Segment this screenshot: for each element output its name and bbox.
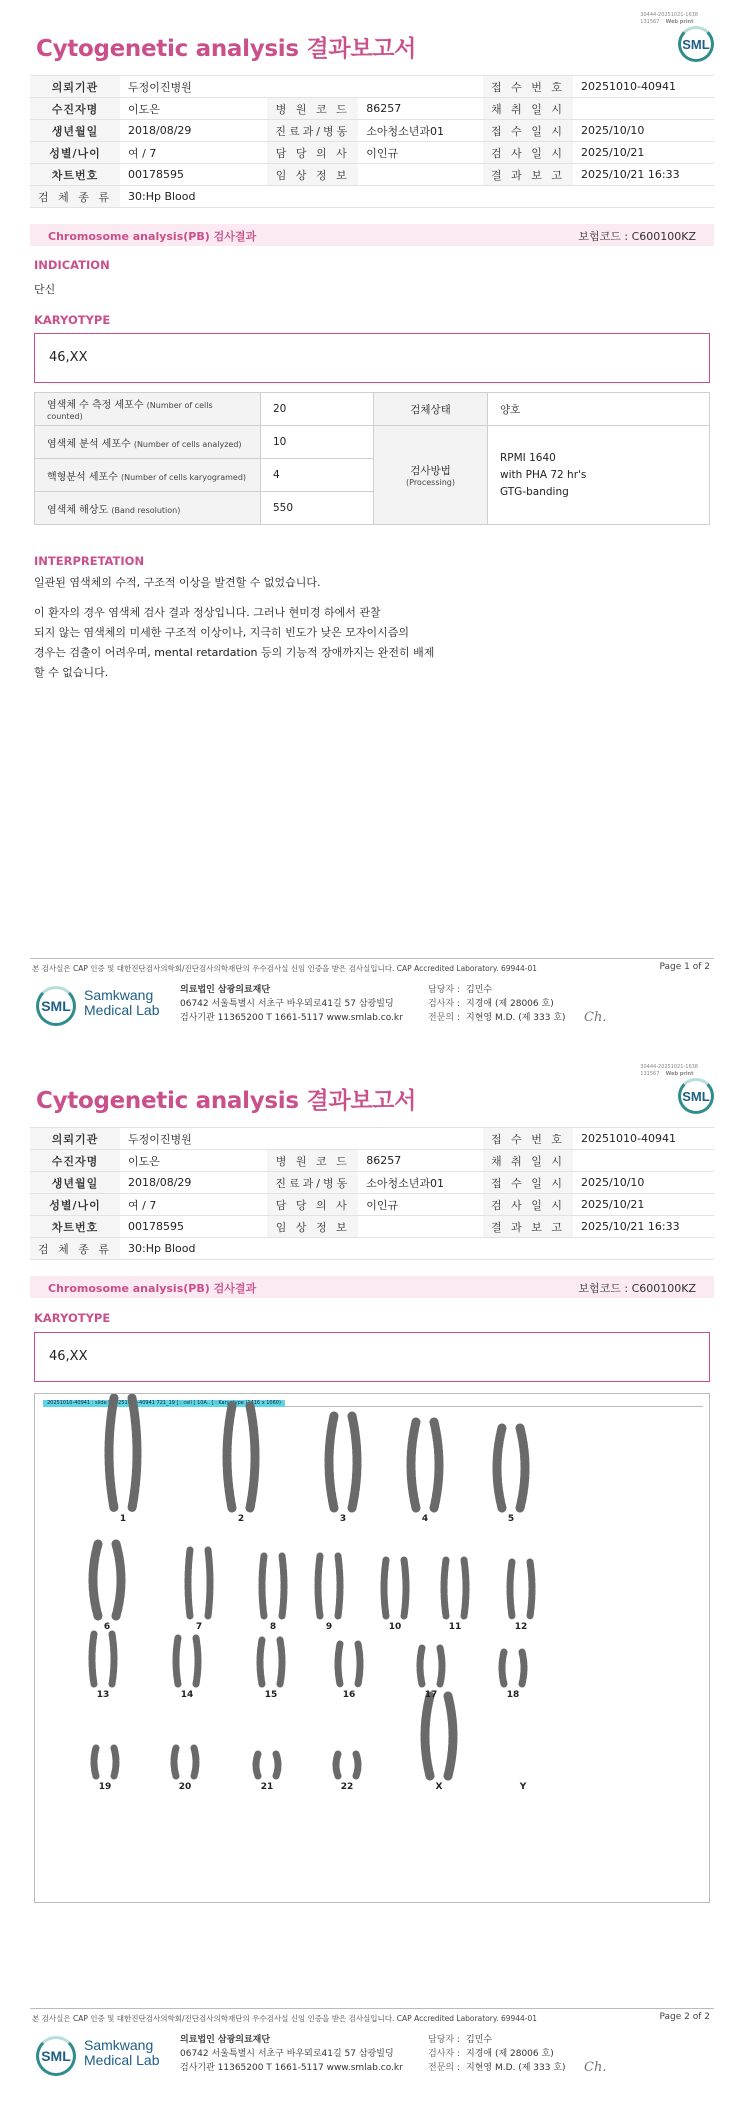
chromosome-pair-2 bbox=[227, 1406, 255, 1508]
chromosome-pair-8 bbox=[262, 1556, 284, 1616]
chromosome-label: 22 bbox=[340, 1782, 354, 1792]
chromosome-pair-6 bbox=[93, 1544, 121, 1616]
patient-info-row bbox=[30, 1194, 714, 1216]
cells-karyogramed-value: 4 bbox=[261, 459, 374, 492]
print-stamp: 30444-20251021-1638 131567 Web print bbox=[640, 1064, 698, 1077]
chromosome bbox=[92, 1634, 94, 1684]
chromosome bbox=[174, 1748, 176, 1776]
chromosome-label: 21 bbox=[260, 1782, 274, 1792]
indication-heading: INDICATION bbox=[34, 258, 110, 272]
chromosome-pair-11 bbox=[444, 1560, 466, 1616]
info-value: 2025/10/21 16:33 bbox=[573, 1216, 714, 1238]
chromosome-label: 2 bbox=[237, 1514, 245, 1524]
chromosome bbox=[502, 1652, 504, 1684]
chromosome bbox=[112, 1634, 114, 1684]
patient-info-row bbox=[30, 1172, 714, 1194]
chromosome bbox=[520, 1428, 525, 1508]
chromosome bbox=[352, 1416, 357, 1508]
chromosome-pair-19 bbox=[94, 1748, 116, 1776]
report-title: Cytogenetic analysis 결과보고서 bbox=[36, 1088, 417, 1114]
chromosome-label: 12 bbox=[514, 1622, 528, 1632]
info-value bbox=[573, 1150, 714, 1172]
chromosome bbox=[522, 1652, 524, 1684]
info-value: 2025/10/21 bbox=[573, 1194, 714, 1216]
chromosome bbox=[176, 1638, 178, 1684]
chromosome-label: 19 bbox=[98, 1782, 112, 1792]
chromosome-label: 10 bbox=[388, 1622, 402, 1632]
info-value: 이인규 bbox=[358, 1194, 483, 1216]
info-label: 접 수 번 호 bbox=[483, 1128, 573, 1150]
chromosome-pair-5 bbox=[497, 1428, 525, 1508]
info-value: 여 / 7 bbox=[120, 142, 267, 164]
chromosome-label: 7 bbox=[195, 1622, 203, 1632]
chromosome bbox=[497, 1428, 502, 1508]
sml-logo: SML bbox=[678, 1078, 714, 1114]
chromosome-pair-20 bbox=[174, 1748, 196, 1776]
result-section-bar bbox=[30, 1276, 714, 1298]
chromosome bbox=[411, 1422, 416, 1508]
info-label: 접 수 일 시 bbox=[483, 120, 573, 142]
lab-staff: 담당자 : 김민수 검사자 : 지경애 (제 28006 호) 전문의 : 지현영 M.D. (제 333 호) bbox=[428, 985, 566, 1023]
interpretation-heading: INTERPRETATION bbox=[34, 554, 145, 568]
info-label: 생년월일 bbox=[30, 1172, 120, 1194]
chromosome-pair-16 bbox=[338, 1644, 360, 1684]
info-label: 차트번호 bbox=[30, 1216, 120, 1238]
chromosome bbox=[132, 1398, 137, 1508]
info-label: 의뢰기관 bbox=[30, 1128, 120, 1150]
report-title: Cytogenetic analysis 결과보고서 bbox=[36, 36, 417, 62]
chromosome-pair-X bbox=[425, 1696, 453, 1776]
info-label: 채 취 일 시 bbox=[483, 1150, 573, 1172]
cell-count-table bbox=[34, 392, 710, 525]
info-label: 검 사 일 시 bbox=[483, 1194, 573, 1216]
info-label: 채 취 일 시 bbox=[483, 98, 573, 120]
info-value: 이인규 bbox=[358, 142, 483, 164]
chromosome-pair-12 bbox=[510, 1562, 532, 1616]
chromosome bbox=[318, 1556, 320, 1616]
chromosome-label: X bbox=[435, 1782, 443, 1792]
chromosome-pair-13 bbox=[92, 1634, 114, 1684]
chromosome bbox=[196, 1638, 198, 1684]
chromosome bbox=[384, 1560, 386, 1616]
info-value: 이도은 bbox=[120, 1150, 267, 1172]
karyotype-value: 46,XX bbox=[49, 1349, 88, 1364]
page-number: Page 2 of 2 bbox=[659, 2012, 710, 2022]
patient-info-table bbox=[30, 1127, 714, 1260]
info-label: 임 상 정 보 bbox=[267, 164, 358, 186]
chromosome bbox=[329, 1416, 334, 1508]
chromosome bbox=[420, 1648, 422, 1684]
info-label: 수진자명 bbox=[30, 98, 120, 120]
karyotype-heading: KARYOTYPE bbox=[34, 313, 111, 327]
patient-info-row bbox=[30, 164, 714, 186]
karyotype-value: 46,XX bbox=[49, 350, 88, 365]
chromosome-label: 8 bbox=[269, 1622, 277, 1632]
info-value: 20251010-40941 bbox=[573, 1128, 714, 1150]
chromosome-label: 14 bbox=[180, 1690, 194, 1700]
insurance-code: 보험코드 : C600100KZ bbox=[578, 1282, 696, 1295]
chromosome bbox=[464, 1560, 466, 1616]
chromosome bbox=[338, 1644, 340, 1684]
info-value: 00178595 bbox=[120, 1216, 267, 1238]
chromosome-label: 1 bbox=[119, 1514, 127, 1524]
chromosome bbox=[282, 1556, 284, 1616]
info-label: 임 상 정 보 bbox=[267, 1216, 358, 1238]
patient-info-row bbox=[30, 1150, 714, 1172]
info-label: 병 원 코 드 bbox=[267, 98, 358, 120]
chromosome-label: 5 bbox=[507, 1514, 515, 1524]
chromosome bbox=[425, 1696, 430, 1776]
chromosome-label: 6 bbox=[103, 1622, 111, 1632]
lab-address: 의료법인 삼광의료재단 06742 서울특별시 서초구 바우뫼로41길 57 삼광빌딩 검사기관 11365200 T 1661-5117 www.smlab.co.kr bbox=[180, 2035, 403, 2073]
info-value: 두정이진병원 bbox=[120, 76, 267, 98]
chromosome-pair-18 bbox=[502, 1652, 524, 1684]
info-value: 2025/10/10 bbox=[573, 120, 714, 142]
info-label: 결 과 보 고 bbox=[483, 1216, 573, 1238]
specimen-value: 양호 bbox=[488, 393, 710, 426]
info-value bbox=[573, 98, 714, 120]
print-stamp: 30444-20251021-1638 131567 Web print bbox=[640, 12, 698, 25]
chromosome bbox=[227, 1406, 232, 1508]
chromosome-label: 18 bbox=[506, 1690, 520, 1700]
info-value: 이도은 bbox=[120, 98, 267, 120]
karyogram-caption: 20251010-40941 : slide [ 20251010-40941 721_19 ] : cell [ 10A.. ] : Karyotype (1416 x 1060) bbox=[43, 1400, 285, 1407]
accreditation-note: 본 검사실은 CAP 인증 및 대한진단검사의학회/진단검사의학재단의 우수검사실 신임 인증을 받은 검사실입니다. CAP Accredited Laboratory. 69944-01 bbox=[32, 964, 538, 973]
chromosome bbox=[280, 1640, 282, 1684]
info-label: 성별/나이 bbox=[30, 142, 120, 164]
info-label: 생년월일 bbox=[30, 120, 120, 142]
cells-counted-value: 20 bbox=[261, 393, 374, 426]
chromosome bbox=[94, 1748, 96, 1776]
insurance-code: 보험코드 : C600100KZ bbox=[578, 230, 696, 243]
info-label: 의뢰기관 bbox=[30, 76, 120, 98]
chromosome bbox=[188, 1550, 190, 1616]
chromosome-pair-7 bbox=[188, 1550, 210, 1616]
info-value: 2025/10/21 16:33 bbox=[573, 164, 714, 186]
specimen-label: 검체상태 bbox=[374, 393, 488, 426]
cells-analyzed-value: 10 bbox=[261, 426, 374, 459]
chromosome-pair-15 bbox=[260, 1640, 282, 1684]
method-label: 검사방법 (Processing) bbox=[374, 426, 488, 525]
info-label: 수진자명 bbox=[30, 1150, 120, 1172]
chromosome bbox=[276, 1754, 278, 1776]
method-value: RPMI 1640 with PHA 72 hr's GTG-banding bbox=[488, 426, 710, 525]
samkwang-logo: SML Samkwang Medical Lab bbox=[36, 2034, 186, 2078]
chromosome-label: 17 bbox=[424, 1690, 438, 1700]
info-label: 접 수 번 호 bbox=[483, 76, 573, 98]
chromosome bbox=[448, 1696, 453, 1776]
patient-info-row bbox=[30, 1216, 714, 1238]
info-value: 2018/08/29 bbox=[120, 1172, 267, 1194]
footer-divider bbox=[30, 2008, 714, 2009]
patient-info-table bbox=[30, 75, 714, 208]
result-title: Chromosome analysis(PB) 검사결과 bbox=[48, 1282, 257, 1295]
cells-karyogramed-label: 핵형분석 세포수 (Number of cells karyogramed) bbox=[35, 459, 261, 492]
patient-info-row bbox=[30, 1128, 714, 1150]
info-label: 접 수 일 시 bbox=[483, 1172, 573, 1194]
result-section-bar bbox=[30, 224, 714, 246]
chromosome bbox=[434, 1422, 439, 1508]
chromosome-pair-3 bbox=[329, 1416, 357, 1508]
chromosome bbox=[109, 1398, 114, 1508]
info-value bbox=[358, 164, 483, 186]
lab-address: 의료법인 삼광의료재단 06742 서울특별시 서초구 바우뫼로41길 57 삼광빌딩 검사기관 11365200 T 1661-5117 www.smlab.co.kr bbox=[180, 985, 403, 1023]
band-resolution-value: 550 bbox=[261, 492, 374, 525]
sml-logo: SML bbox=[678, 26, 714, 62]
chromosome-label: 15 bbox=[264, 1690, 278, 1700]
chromosome-pair-17 bbox=[420, 1648, 442, 1684]
info-label: 검 사 일 시 bbox=[483, 142, 573, 164]
cells-counted-label: 염색체 수 측정 세포수 (Number of cells counted) bbox=[35, 393, 261, 426]
chromosome-pair-21 bbox=[256, 1754, 278, 1776]
chromosome-pair-1 bbox=[109, 1398, 137, 1508]
cells-analyzed-label: 염색체 분석 세포수 (Number of cells analyzed) bbox=[35, 426, 261, 459]
band-resolution-label: 염색체 해상도 (Band resolution) bbox=[35, 492, 261, 525]
chromosome bbox=[336, 1754, 338, 1776]
info-label bbox=[267, 1128, 358, 1150]
chromosome bbox=[260, 1640, 262, 1684]
patient-info-row bbox=[30, 76, 714, 98]
chromosome bbox=[250, 1406, 255, 1508]
patient-info-row bbox=[30, 186, 714, 208]
result-title: Chromosome analysis(PB) 검사결과 bbox=[48, 230, 257, 243]
info-value: 86257 bbox=[358, 1150, 483, 1172]
karyotype-result-box bbox=[34, 1332, 710, 1382]
chromosome bbox=[116, 1544, 121, 1616]
chromosome-pair-22 bbox=[336, 1754, 358, 1776]
chromosome bbox=[194, 1748, 196, 1776]
info-value bbox=[358, 1128, 483, 1150]
chromosome bbox=[356, 1754, 358, 1776]
patient-info-row bbox=[30, 1238, 714, 1260]
info-label: 검 체 종 류 bbox=[30, 186, 120, 208]
chromosome-pair-10 bbox=[384, 1560, 406, 1616]
info-value bbox=[358, 1216, 483, 1238]
info-value: 20251010-40941 bbox=[573, 76, 714, 98]
info-value: 2025/10/21 bbox=[573, 142, 714, 164]
karyogram-image bbox=[34, 1393, 710, 1903]
lab-staff: 담당자 : 김민수 검사자 : 지경애 (제 28006 호) 전문의 : 지현영 M.D. (제 333 호) bbox=[428, 2035, 566, 2073]
chromosome bbox=[404, 1560, 406, 1616]
info-label: 결 과 보 고 bbox=[483, 164, 573, 186]
chromosome bbox=[256, 1754, 258, 1776]
karyotype-result-box bbox=[34, 333, 710, 383]
chromosome-label: Y bbox=[519, 1782, 527, 1792]
info-value: 30:Hp Blood bbox=[120, 186, 714, 208]
patient-info-row bbox=[30, 142, 714, 164]
chromosome bbox=[93, 1544, 98, 1616]
signature: Ch. bbox=[584, 2060, 607, 2075]
signature: Ch. bbox=[584, 1010, 607, 1025]
accreditation-note: 본 검사실은 CAP 인증 및 대한진단검사의학회/진단검사의학재단의 우수검사실 신임 인증을 받은 검사실입니다. CAP Accredited Laboratory. 69944-01 bbox=[32, 2014, 538, 2023]
chromosome-label: 3 bbox=[339, 1514, 347, 1524]
chromosome-label: 16 bbox=[342, 1690, 356, 1700]
karyotype-heading: KARYOTYPE bbox=[34, 1311, 111, 1325]
chromosome bbox=[530, 1562, 532, 1616]
chromosome bbox=[510, 1562, 512, 1616]
chromosome bbox=[262, 1556, 264, 1616]
interpretation-text: 일관된 염색체의 수적, 구조적 이상을 발견할 수 없었습니다. 이 환자의 경우 염색체 검사 결과 정상입니다. 그러나 현미경 하에서 관찰 되지 않는 염색체의 미세한 구조적 이상이나, 지극히 빈도가 낮은 모자이시즘의 경우는 검출이 어려우며, mental retardation 등의 기능적 장애까지는 완전히 배제 할 수 없습니다. bbox=[34, 576, 435, 679]
info-value: 86257 bbox=[358, 98, 483, 120]
info-value: 00178595 bbox=[120, 164, 267, 186]
info-label: 진료과/병동 bbox=[267, 1172, 358, 1194]
chromosome bbox=[358, 1644, 360, 1684]
indication-text: 단신 bbox=[34, 283, 56, 296]
chromosome-label: 13 bbox=[96, 1690, 110, 1700]
chromosome-label: 20 bbox=[178, 1782, 192, 1792]
footer-divider bbox=[30, 958, 714, 959]
info-value: 소아청소년과01 bbox=[358, 120, 483, 142]
info-label: 검 체 종 류 bbox=[30, 1238, 120, 1260]
chromosome bbox=[114, 1748, 116, 1776]
samkwang-logo: SML Samkwang Medical Lab bbox=[36, 984, 186, 1028]
info-label: 담 당 의 사 bbox=[267, 142, 358, 164]
info-label: 차트번호 bbox=[30, 164, 120, 186]
chromosome bbox=[444, 1560, 446, 1616]
chromosome-pair-4 bbox=[411, 1422, 439, 1508]
info-value: 여 / 7 bbox=[120, 1194, 267, 1216]
info-label: 담 당 의 사 bbox=[267, 1194, 358, 1216]
chromosome-label: 9 bbox=[325, 1622, 333, 1632]
info-value: 30:Hp Blood bbox=[120, 1238, 714, 1260]
info-value: 소아청소년과01 bbox=[358, 1172, 483, 1194]
info-value bbox=[358, 76, 483, 98]
chromosome-drawing bbox=[35, 1394, 710, 1903]
patient-info-row bbox=[30, 98, 714, 120]
info-label: 병 원 코 드 bbox=[267, 1150, 358, 1172]
info-value: 두정이진병원 bbox=[120, 1128, 267, 1150]
chromosome-pair-14 bbox=[176, 1638, 198, 1684]
info-value: 2018/08/29 bbox=[120, 120, 267, 142]
chromosome-label: 11 bbox=[448, 1622, 462, 1632]
chromosome bbox=[208, 1550, 210, 1616]
info-label: 성별/나이 bbox=[30, 1194, 120, 1216]
chromosome-pair-9 bbox=[318, 1556, 340, 1616]
page-number: Page 1 of 2 bbox=[659, 962, 710, 972]
info-label: 진료과/병동 bbox=[267, 120, 358, 142]
chromosome-label: 4 bbox=[421, 1514, 429, 1524]
patient-info-row bbox=[30, 120, 714, 142]
info-value: 2025/10/10 bbox=[573, 1172, 714, 1194]
chromosome bbox=[440, 1648, 442, 1684]
chromosome bbox=[338, 1556, 340, 1616]
info-label bbox=[267, 76, 358, 98]
